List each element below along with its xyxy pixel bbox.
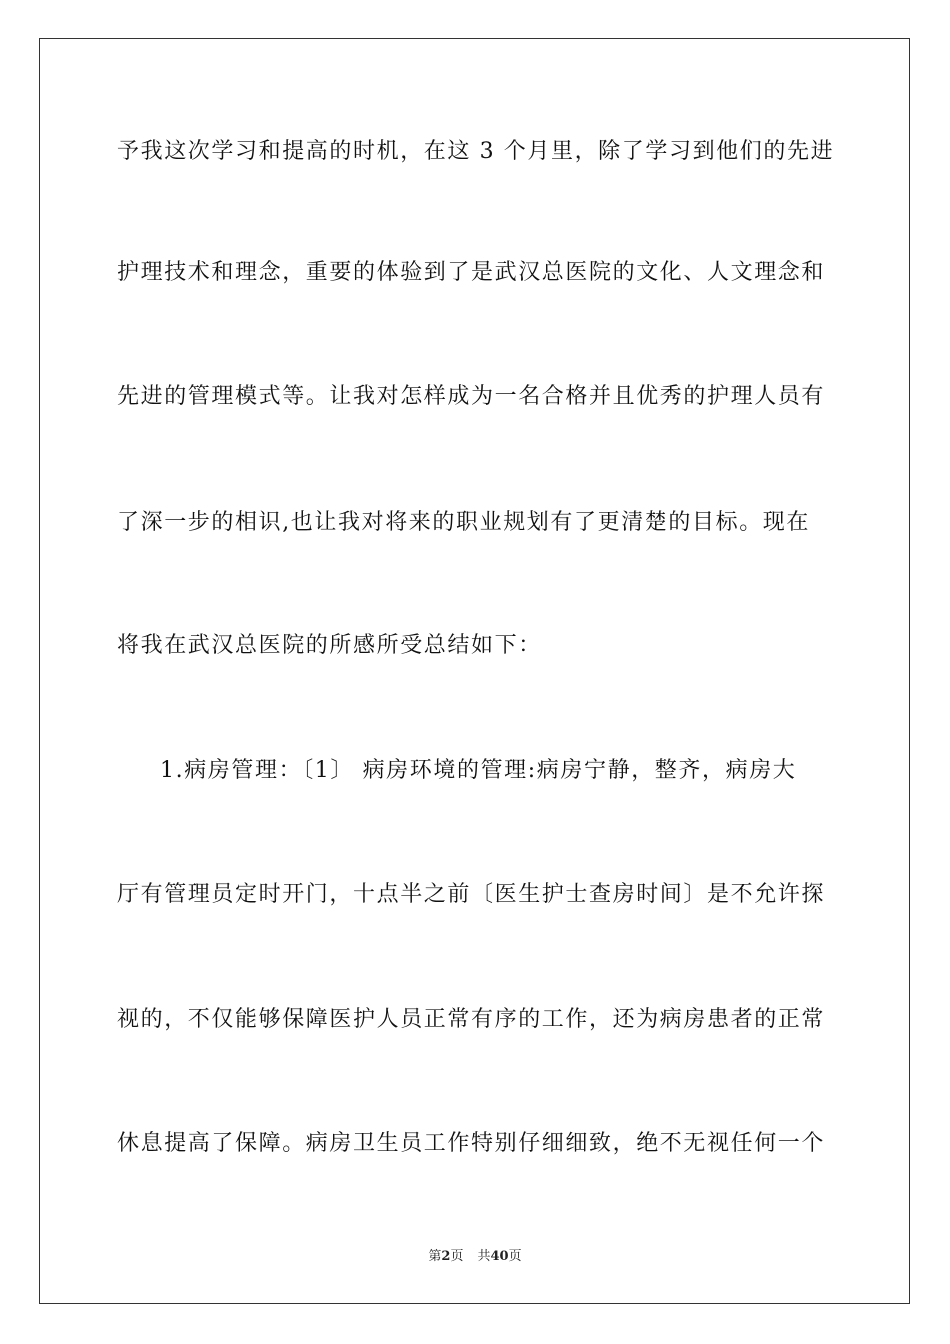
page-frame: [39, 38, 910, 1304]
page-number-label: [428, 1249, 463, 1264]
page-number: 2: [441, 1249, 451, 1264]
page-prefix: 第: [428, 1249, 442, 1264]
paragraph-line: 了深一步的相识,也让我对将来的职业规划有了更清楚的目标。现在: [117, 510, 810, 535]
paragraph-line: 视的，不仅能够保障医护人员正常有序的工作，还为病房患者的正常: [117, 1007, 826, 1032]
page-footer: [0, 1248, 950, 1266]
paragraph-line: 将我在武汉总医院的所感所受总结如下：: [117, 633, 542, 658]
paragraph-line: 先进的管理模式等。让我对怎样成为一名合格并且优秀的护理人员有: [117, 384, 826, 409]
total-pages: 40: [490, 1249, 509, 1264]
paragraph-line: 休息提高了保障。病房卫生员工作特别仔细细致，绝不无视任何一个: [117, 1131, 826, 1156]
page-suffix: 页: [450, 1249, 464, 1264]
total-pages-label: [477, 1249, 521, 1264]
total-suffix: 页: [508, 1249, 522, 1264]
paragraph-line: 护理技术和理念，重要的体验到了是武汉总医院的文化、人文理念和: [117, 260, 826, 285]
paragraph-line: 厅有管理员定时开门，十点半之前〔医生护士查房时间〕是不允许探: [117, 882, 826, 907]
paragraph-line: 予我这次学习和提高的时机，在这 3 个月里，除了学习到他们的先进: [117, 139, 835, 164]
paragraph-line: 1.病房管理：〔1〕 病房环境的管理:病房宁静，整齐，病房大: [160, 758, 797, 783]
total-prefix: 共: [477, 1249, 491, 1264]
